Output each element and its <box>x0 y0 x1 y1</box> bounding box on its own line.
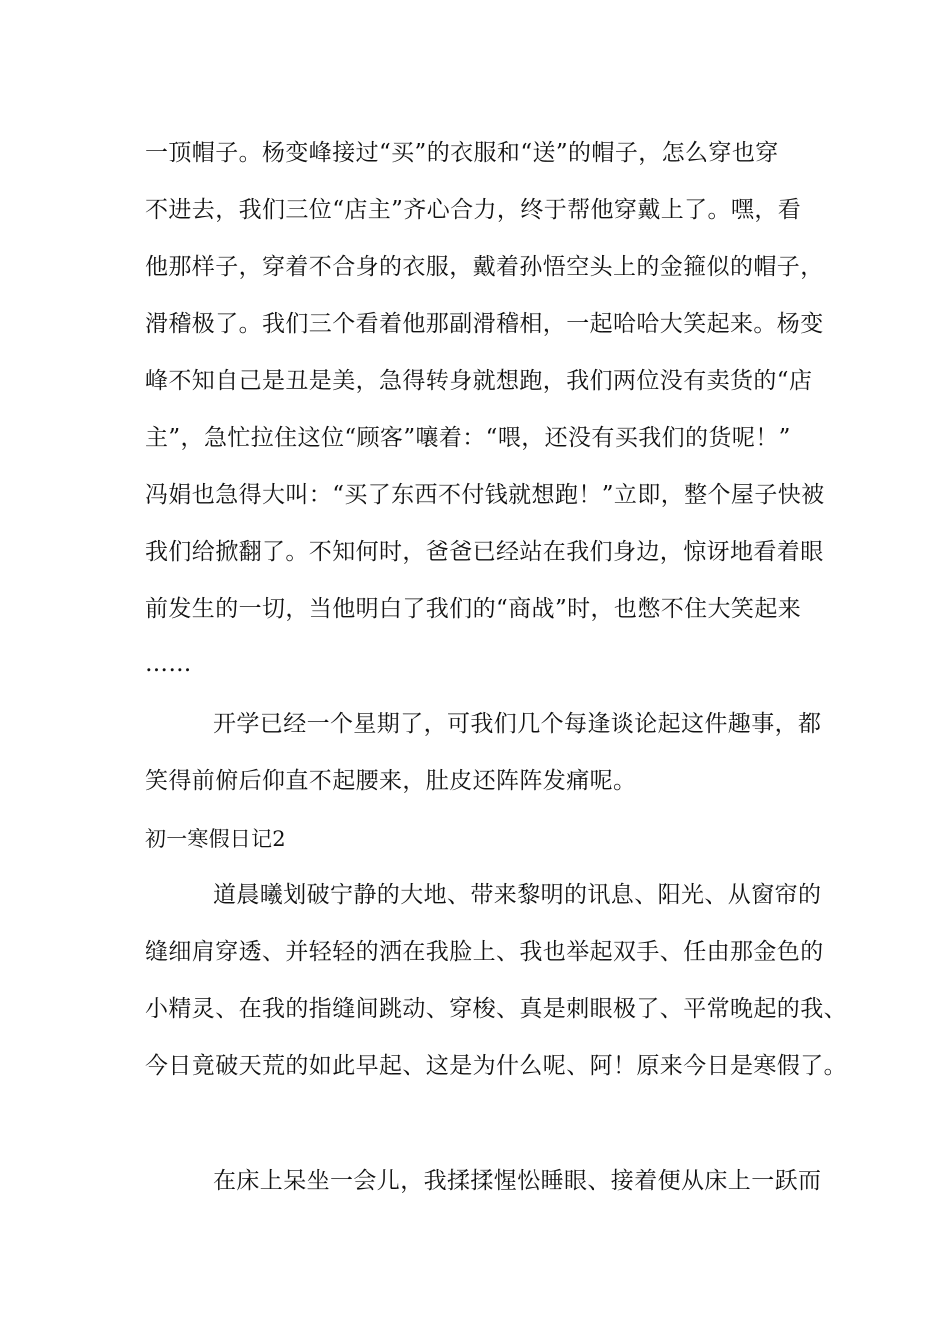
paragraph-1-line: 峰不知自己是丑是美，急得转身就想跑，我们两位没有卖货的“店 <box>145 368 813 394</box>
paragraph-1-line: 我们给掀翻了。不知何时，爸爸已经站在我们身边，惊讶地看着眼 <box>145 539 824 565</box>
paragraph-1-line: 主”，急忙拉住这位“顾客”嚷着：“喂，还没有买我们的货呢！” <box>145 425 791 451</box>
paragraph-4-line: 在床上呆坐一会儿，我揉揉惺忪睡眼、接着便从床上一跃而 <box>213 1168 822 1194</box>
paragraph-1-line: 滑稽极了。我们三个看着他那副滑稽相，一起哈哈大笑起来。杨变 <box>145 311 824 337</box>
paragraph-1-line: 一顶帽子。杨变峰接过“买”的衣服和“送”的帽子，怎么穿也穿 <box>145 140 779 166</box>
paragraph-1-line: 不进去，我们三位“店主”齐心合力，终于帮他穿戴上了。嘿，看 <box>145 197 802 223</box>
paragraph-1-line: …… <box>145 651 192 677</box>
paragraph-3-line: 缝细肩穿透、并轻轻的洒在我脸上、我也举起双手、任由那金色的 <box>145 939 824 965</box>
paragraph-3-line: 今日竟破天荒的如此早起、这是为什么呢、阿！原来今日是寒假了。 <box>145 1053 847 1079</box>
paragraph-2-line: 开学已经一个星期了，可我们几个每逢谈论起这件趣事，都 <box>213 711 822 737</box>
section-heading: 初一寒假日记2 <box>145 827 286 851</box>
paragraph-3-line: 道晨曦划破宁静的大地、带来黎明的讯息、阳光、从窗帘的 <box>213 882 822 908</box>
paragraph-1-line: 前发生的一切，当他明白了我们的“商战”时，也憋不住大笑起来 <box>145 596 802 622</box>
paragraph-1-line: 他那样子，穿着不合身的衣服，戴着孙悟空头上的金箍似的帽子， <box>145 254 824 280</box>
paragraph-2-line: 笑得前俯后仰直不起腰来，肚皮还阵阵发痛呢。 <box>145 768 637 794</box>
paragraph-1-line: 冯娟也急得大叫：“买了东西不付钱就想跑！”立即，整个屋子快被 <box>145 482 825 508</box>
paragraph-3-line: 小精灵、在我的指缝间跳动、穿梭、真是刺眼极了、平常晚起的我、 <box>145 996 847 1022</box>
